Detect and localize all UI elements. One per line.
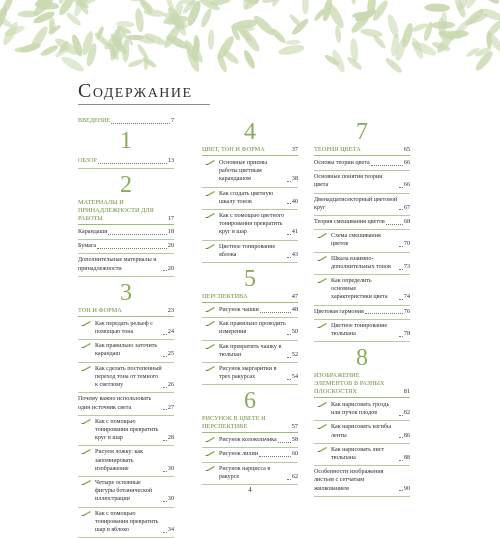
- toc-exercise-entry: [202, 342, 298, 360]
- leaf-shape: [269, 27, 287, 45]
- toc-entry[interactable]: Как правильно заточить карандаш 25: [95, 342, 174, 358]
- chapter-number: 8: [314, 346, 410, 370]
- chapter-number: 7: [314, 120, 410, 144]
- chapter-title[interactable]: ТОН И ФОРМА 23: [78, 307, 174, 317]
- toc-entry[interactable]: Основные понятия теории цвета 66: [314, 173, 410, 189]
- pencil-icon: [80, 342, 92, 349]
- chapter-title[interactable]: ЦВЕТ, ТОН И ФОРМА 37: [202, 146, 298, 156]
- leaf-shape: [278, 43, 306, 56]
- pencil-icon: [80, 479, 92, 486]
- leaf-shape: [208, 29, 215, 49]
- toc-exercise-entry: [202, 449, 298, 459]
- toc-entry[interactable]: Рисунок колокольчика 58: [219, 436, 298, 444]
- toc-exercise-entry: [314, 276, 410, 303]
- toc-exercise-entry: [314, 422, 410, 440]
- leaf-shape: [15, 47, 33, 53]
- leaf-shape: [360, 27, 384, 38]
- chapter-number: 5: [202, 267, 298, 291]
- chapter-6: [202, 389, 298, 485]
- toc-entry[interactable]: Рисунок чашки 48: [219, 306, 298, 314]
- toc-entry[interactable]: Карандаши 18: [78, 228, 174, 236]
- toc-entry[interactable]: Схема смешивания цветов 70: [331, 232, 410, 248]
- leaf-shape: [60, 54, 86, 74]
- toc-exercise-entry: [314, 254, 410, 272]
- chapter-number: 3: [78, 281, 174, 305]
- chapter-title[interactable]: ПЕРСПЕКТИВА 47: [202, 293, 298, 303]
- leaf-shape: [385, 13, 400, 39]
- leaf-shape: [28, 24, 50, 52]
- toc-exercise-entry: [202, 158, 298, 185]
- pencil-icon: [80, 448, 92, 455]
- pencil-icon: [80, 510, 92, 517]
- leaf-shape: [302, 0, 309, 15]
- pencil-icon: [204, 343, 216, 350]
- toc-exercise-entry: [202, 464, 298, 482]
- toc-entry[interactable]: Как с помощью тонирования превратить круг в шар 28: [95, 418, 174, 443]
- toc-entry[interactable]: ОБЗОР 13: [78, 157, 174, 165]
- title-rule: [78, 104, 210, 105]
- pencil-icon: [204, 450, 216, 457]
- toc-chapters-col3: [314, 120, 410, 497]
- toc-exercise-entry: [202, 364, 298, 382]
- chapter-5: [202, 267, 298, 385]
- toc-chapters-col2: [202, 120, 298, 485]
- toc-exercise-entry: [314, 400, 410, 418]
- pencil-icon: [204, 243, 216, 250]
- leaf-shape: [288, 13, 302, 27]
- leaf-shape: [199, 7, 213, 28]
- toc-chapters-col1: [78, 129, 174, 538]
- toc-exercise-entry: [314, 231, 410, 249]
- toc-entry[interactable]: Рисунок нарцисса в ракурсе 62: [219, 465, 298, 481]
- toc-column-1: [78, 116, 174, 538]
- pencil-icon: [80, 365, 92, 372]
- chapter-number: 1: [78, 129, 174, 153]
- pencil-icon: [316, 446, 328, 453]
- chapter-3: [78, 281, 174, 538]
- leaf-shape: [384, 56, 404, 74]
- toc-exercise-entry: [78, 509, 174, 536]
- toc-entry[interactable]: Особенности изображения листьев с сетчатым жилкованием 90: [314, 468, 410, 493]
- chapter-4: [202, 120, 298, 263]
- chapter-7: [314, 120, 410, 342]
- pencil-icon: [204, 159, 216, 166]
- decorative-leaf-header: [0, 0, 500, 78]
- chapter-number: 4: [202, 120, 298, 144]
- pencil-icon: [204, 436, 216, 443]
- pencil-icon: [316, 277, 328, 284]
- toc-exercise-entry: [202, 242, 298, 260]
- toc-intro[interactable]: ВВЕДЕНИЕ 7: [78, 117, 174, 125]
- toc-entry[interactable]: Цветовая гармония 76: [314, 308, 410, 316]
- chapter-2: [78, 173, 174, 276]
- leaf-shape: [424, 3, 450, 12]
- toc-exercise-entry: [202, 305, 298, 315]
- leaf-shape: [285, 40, 301, 46]
- toc-exercise-entry: [202, 319, 298, 337]
- toc-exercise-entry: [314, 321, 410, 339]
- pencil-icon: [204, 365, 216, 372]
- toc-entry[interactable]: Как правильно проводить измерения 50: [219, 320, 298, 336]
- toc-entry[interactable]: Основы теории цвета 66: [314, 159, 410, 167]
- pencil-icon: [204, 465, 216, 472]
- toc-entry[interactable]: Шкала взаимно-дополнительных тонов 73: [331, 255, 410, 271]
- toc-entry[interactable]: Как нарисовать лист тюльпана 88: [331, 446, 410, 462]
- toc-exercise-entry: [78, 364, 174, 391]
- toc-entry[interactable]: Четыре основные фигуры ботанической иллюстрации 30: [95, 479, 174, 504]
- pencil-icon: [204, 320, 216, 327]
- chapter-number: 6: [202, 389, 298, 413]
- toc-exercise-entry: [202, 211, 298, 238]
- chapter-title[interactable]: МАТЕРИАЛЫ И ПРИНАДЛЕЖНОСТИ ДЛЯ РАБОТЫ 17: [78, 199, 174, 225]
- pencil-icon: [204, 190, 216, 197]
- pencil-icon: [316, 322, 328, 329]
- toc-entry[interactable]: Бумага 20: [78, 242, 174, 250]
- pencil-icon: [316, 255, 328, 262]
- toc-exercise-entry: [78, 319, 174, 337]
- leaf-shape: [335, 25, 342, 43]
- toc-entry[interactable]: Как превратить чашку в тюльпан 52: [219, 343, 298, 359]
- toc-entry[interactable]: Рисунок маргаритки в трех ракурсах 54: [219, 365, 298, 381]
- leaf-shape: [143, 55, 149, 71]
- toc-entry[interactable]: Основные приемы работы цветным карандашом 38: [219, 159, 298, 184]
- chapter-1: [78, 129, 174, 169]
- leaf-shape: [478, 0, 500, 6]
- toc-entry[interactable]: Рисунок лилии 60: [219, 450, 298, 458]
- page-number: 4: [0, 486, 500, 494]
- toc-entry[interactable]: Цветное тонирование тюльпана 78: [331, 322, 410, 338]
- toc-exercise-entry: [314, 445, 410, 463]
- page-title: Содержание: [78, 80, 278, 103]
- toc-exercise-entry: [202, 189, 298, 207]
- toc-entry[interactable]: Как с помощью тонирования превратить шар в яблоко 34: [95, 510, 174, 535]
- pencil-icon: [316, 423, 328, 430]
- leaf-shape: [127, 58, 144, 69]
- pencil-icon: [316, 232, 328, 239]
- toc-entry[interactable]: Почему важно использовать один источник света 27: [78, 395, 174, 411]
- toc-entry[interactable]: Как определить основные характеристики цвета 74: [331, 277, 410, 302]
- chapter-number: 2: [78, 173, 174, 197]
- pencil-icon: [316, 401, 328, 408]
- pencil-icon: [204, 212, 216, 219]
- toc-entry[interactable]: Как сделать постепенный переход тона от темного к светлому 26: [95, 365, 174, 390]
- chapter-title[interactable]: РИСУНОК В ЦВЕТЕ И ПЕРСПЕКТИВЕ 57: [202, 415, 298, 433]
- toc-entry[interactable]: Рисуем ложку: как запомнировать изображение 30: [95, 448, 174, 473]
- leaf-shape: [351, 0, 357, 5]
- toc-column-2: [202, 116, 298, 485]
- chapter-title[interactable]: ТЕОРИЯ ЦВЕТА 65: [314, 146, 410, 156]
- leaf-pattern-illustration: [0, 0, 500, 78]
- chapter-8: [314, 346, 410, 497]
- pencil-icon: [80, 320, 92, 327]
- chapter-title[interactable]: ИЗОБРАЖЕНИЕ ЭЛЕМЕНТОВ В РАЗНЫХ ПЛОСКОСТЯХ 81: [314, 372, 410, 398]
- pencil-icon: [204, 306, 216, 313]
- toc-entry[interactable]: Цветное тонирование яблока 43: [219, 243, 298, 259]
- toc-entry[interactable]: Дополнительные материалы и принадлежности 20: [78, 256, 174, 272]
- pencil-icon: [80, 418, 92, 425]
- toc-entry[interactable]: Как нарисовать гроздь или пучок плодов 82: [331, 401, 410, 417]
- leaf-shape: [242, 49, 257, 70]
- toc-exercise-entry: [202, 435, 298, 445]
- toc-column-3: [314, 116, 410, 497]
- toc-entry[interactable]: Теория смешивания цветов 68: [314, 218, 410, 226]
- leaf-shape: [18, 10, 40, 17]
- toc-exercise-entry: [78, 447, 174, 474]
- leaf-shape: [134, 8, 145, 33]
- toc-entry[interactable]: Как передать рельеф с помощью тона 24: [95, 320, 174, 336]
- toc-entry[interactable]: Как нарисовать изгибы ленты 86: [331, 423, 410, 439]
- toc-entry[interactable]: Как с помощью цветного тонирования превратить круг в шар 41: [219, 212, 298, 237]
- toc-exercise-entry: [78, 417, 174, 444]
- toc-entry[interactable]: Двенадцатисекторный цветовой круг 67: [314, 196, 410, 212]
- toc-exercise-entry: [78, 341, 174, 359]
- toc-entry[interactable]: Как создать цветную шкалу тонов 40: [219, 190, 298, 206]
